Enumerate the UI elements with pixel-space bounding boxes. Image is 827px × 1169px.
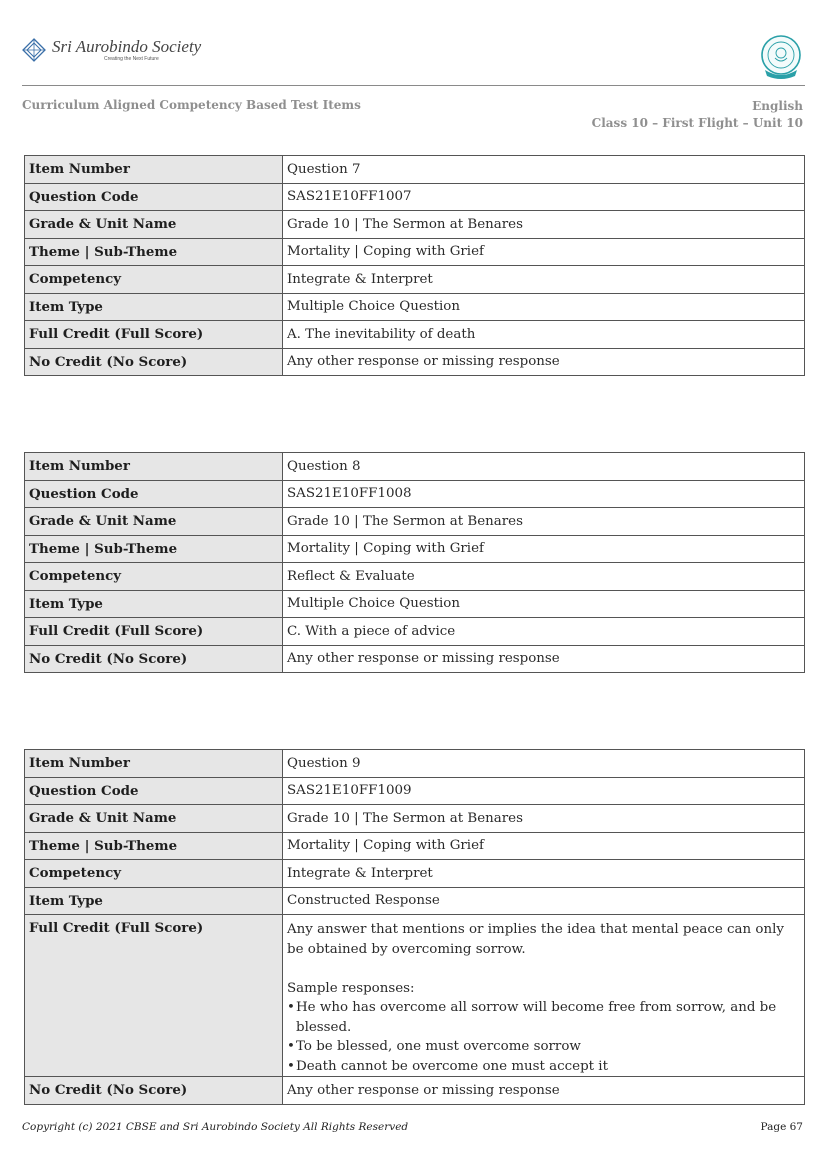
page-number: Page 67 xyxy=(760,1121,803,1133)
subject-info xyxy=(592,98,803,132)
item-number-value: Question 7 xyxy=(283,156,805,184)
no-credit-label: No Credit (No Score) xyxy=(25,348,283,376)
question-code-value: SAS21E10FF1008 xyxy=(283,480,805,508)
full-credit-value xyxy=(283,915,805,1077)
competency-label: Competency xyxy=(25,860,283,888)
item-number-value: Question 9 xyxy=(283,750,805,778)
item-table-question-9 xyxy=(24,749,805,1105)
sample-responses-label: Sample responses: xyxy=(287,980,415,996)
item-type-label: Item Type xyxy=(25,590,283,618)
full-credit-label: Full Credit (Full Score) xyxy=(25,618,283,646)
theme-value: Mortality | Coping with Grief xyxy=(283,832,805,860)
table-row xyxy=(25,348,805,376)
table-row xyxy=(25,1077,805,1105)
competency-value: Integrate & Interpret xyxy=(283,860,805,888)
theme-label: Theme | Sub-Theme xyxy=(25,535,283,563)
logo-tagline: Creating the Next Future xyxy=(104,56,159,62)
table-row xyxy=(25,618,805,646)
list-item: • To be blessed, one must overcome sorrow xyxy=(287,1037,800,1057)
table-row xyxy=(25,590,805,618)
item-type-label: Item Type xyxy=(25,293,283,321)
no-credit-label: No Credit (No Score) xyxy=(25,1077,283,1105)
document-title: Curriculum Aligned Competency Based Test Items xyxy=(22,98,361,112)
sri-aurobindo-society-logo xyxy=(22,38,201,62)
no-credit-value: Any other response or missing response xyxy=(283,645,805,673)
competency-label: Competency xyxy=(25,266,283,294)
question-code-label: Question Code xyxy=(25,777,283,805)
grade-unit-value: Grade 10 | The Sermon at Benares xyxy=(283,211,805,239)
table-row xyxy=(25,211,805,239)
table-row xyxy=(25,645,805,673)
competency-value: Integrate & Interpret xyxy=(283,266,805,294)
full-credit-label: Full Credit (Full Score) xyxy=(25,915,283,1077)
item-number-label: Item Number xyxy=(25,750,283,778)
competency-label: Competency xyxy=(25,563,283,591)
table-row xyxy=(25,453,805,481)
full-credit-value: A. The inevitability of death xyxy=(283,321,805,349)
item-type-value: Constructed Response xyxy=(283,887,805,915)
logo-name: Sri Aurobindo Society xyxy=(52,37,202,56)
table-row xyxy=(25,238,805,266)
table-row xyxy=(25,480,805,508)
copyright-notice: Copyright (c) 2021 CBSE and Sri Aurobindo Society All Rights Reserved xyxy=(22,1121,409,1133)
table-row xyxy=(25,563,805,591)
class-unit: Class 10 – First Flight – Unit 10 xyxy=(591,116,803,130)
table-row xyxy=(25,832,805,860)
table-row xyxy=(25,777,805,805)
question-code-value: SAS21E10FF1009 xyxy=(283,777,805,805)
question-code-value: SAS21E10FF1007 xyxy=(283,183,805,211)
question-code-label: Question Code xyxy=(25,183,283,211)
sample-responses-list xyxy=(287,998,800,1076)
no-credit-value: Any other response or missing response xyxy=(283,1077,805,1105)
item-table-question-7 xyxy=(24,155,805,376)
full-credit-value: C. With a piece of advice xyxy=(283,618,805,646)
table-row xyxy=(25,860,805,888)
table-row xyxy=(25,805,805,833)
cbse-seal-icon xyxy=(759,34,803,80)
table-row xyxy=(25,293,805,321)
subject: English xyxy=(752,99,803,113)
theme-label: Theme | Sub-Theme xyxy=(25,238,283,266)
grade-unit-label: Grade & Unit Name xyxy=(25,211,283,239)
full-credit-intro: Any answer that mentions or implies the idea that mental peace can only be obtained by overcoming sorrow. xyxy=(287,922,784,957)
theme-label: Theme | Sub-Theme xyxy=(25,832,283,860)
item-type-label: Item Type xyxy=(25,887,283,915)
item-type-value: Multiple Choice Question xyxy=(283,590,805,618)
grade-unit-value: Grade 10 | The Sermon at Benares xyxy=(283,508,805,536)
list-item: • He who has overcome all sorrow will become free from sorrow, and be blessed. xyxy=(287,998,800,1037)
table-row xyxy=(25,156,805,184)
theme-value: Mortality | Coping with Grief xyxy=(283,535,805,563)
item-table-question-8 xyxy=(24,452,805,673)
table-row xyxy=(25,915,805,1077)
grade-unit-label: Grade & Unit Name xyxy=(25,508,283,536)
grade-unit-label: Grade & Unit Name xyxy=(25,805,283,833)
society-emblem-icon xyxy=(22,38,46,62)
table-row xyxy=(25,887,805,915)
item-type-value: Multiple Choice Question xyxy=(283,293,805,321)
competency-value: Reflect & Evaluate xyxy=(283,563,805,591)
theme-value: Mortality | Coping with Grief xyxy=(283,238,805,266)
table-row xyxy=(25,183,805,211)
item-number-value: Question 8 xyxy=(283,453,805,481)
table-row xyxy=(25,535,805,563)
table-row xyxy=(25,321,805,349)
item-number-label: Item Number xyxy=(25,156,283,184)
table-row xyxy=(25,266,805,294)
list-item: • Death cannot be overcome one must accept it xyxy=(287,1057,800,1077)
table-row xyxy=(25,508,805,536)
item-number-label: Item Number xyxy=(25,453,283,481)
no-credit-value: Any other response or missing response xyxy=(283,348,805,376)
header-divider xyxy=(22,85,805,86)
grade-unit-value: Grade 10 | The Sermon at Benares xyxy=(283,805,805,833)
full-credit-label: Full Credit (Full Score) xyxy=(25,321,283,349)
table-row xyxy=(25,750,805,778)
question-code-label: Question Code xyxy=(25,480,283,508)
no-credit-label: No Credit (No Score) xyxy=(25,645,283,673)
